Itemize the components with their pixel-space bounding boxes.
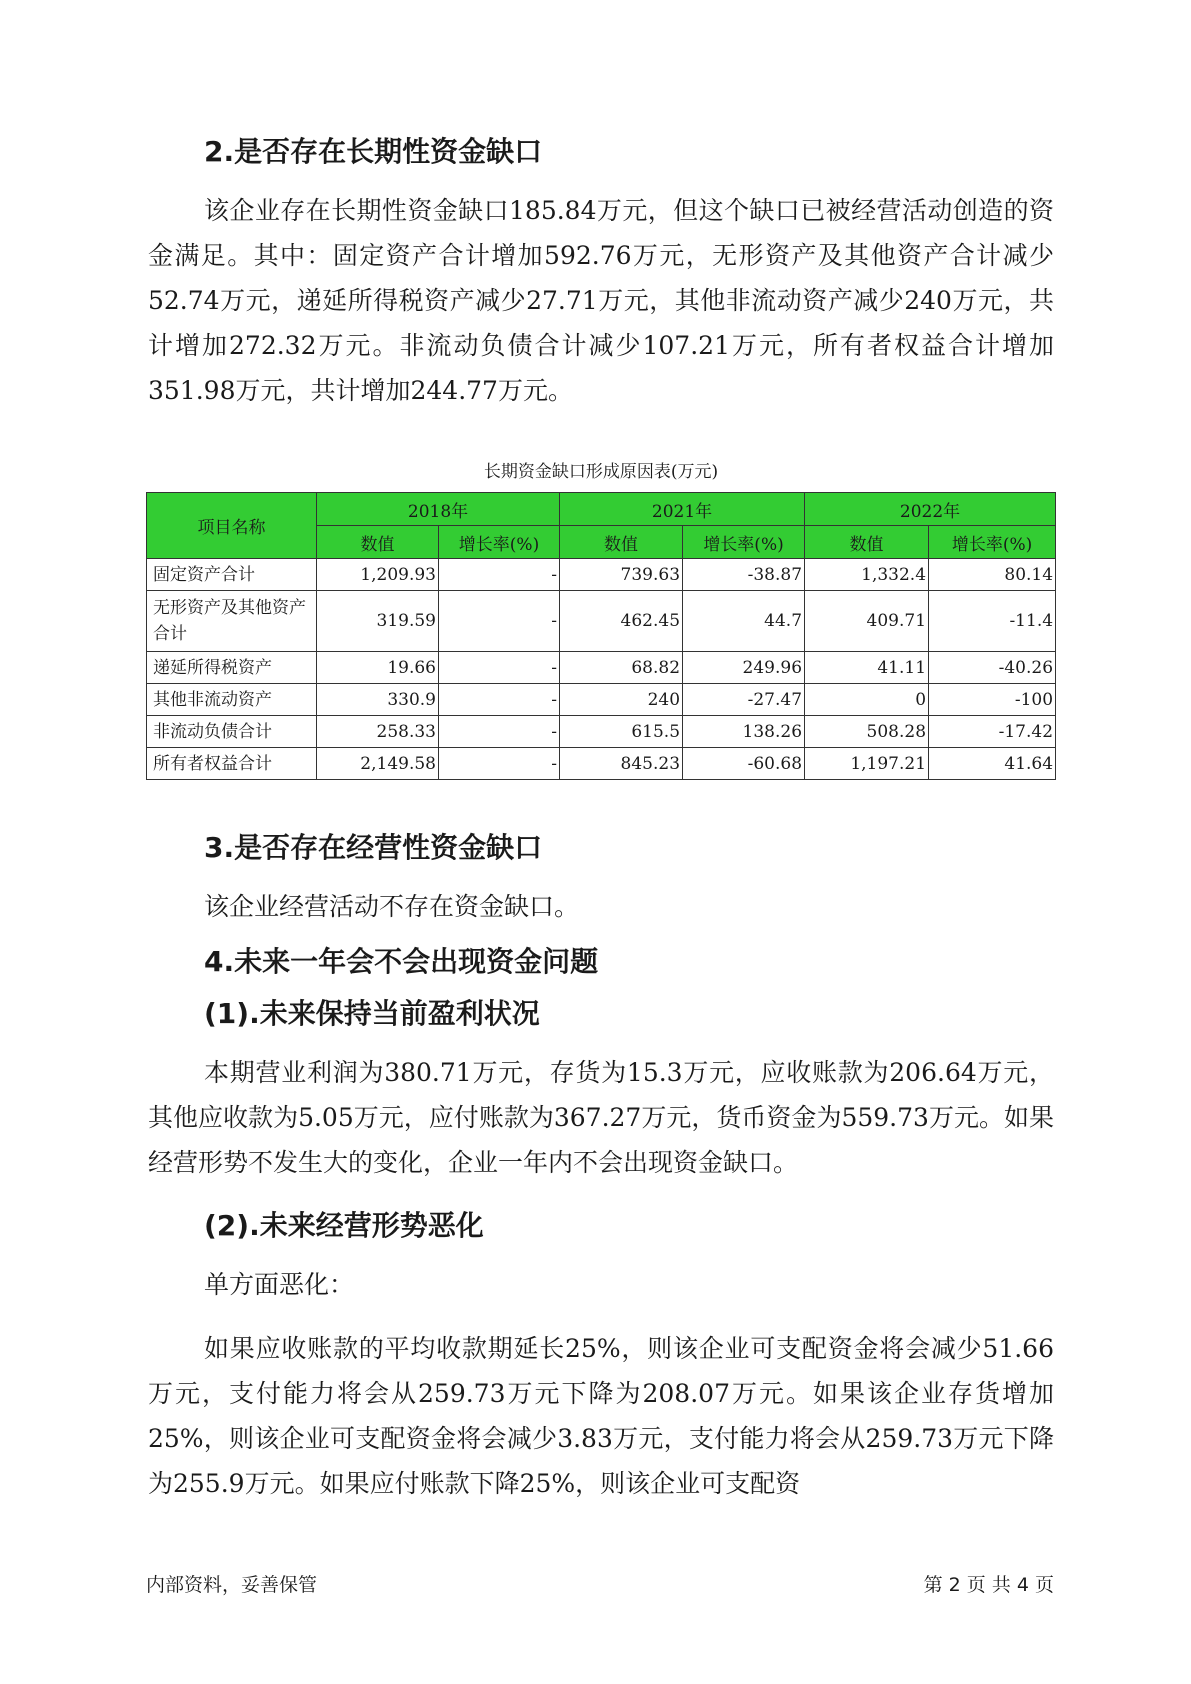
value-2018: 2,149.58 — [317, 748, 439, 780]
row-name: 所有者权益合计 — [147, 748, 317, 780]
value-2018: 330.9 — [317, 684, 439, 716]
growth-2018: - — [439, 559, 560, 591]
section-4-sub2-intro: 单方面恶化： — [204, 1270, 355, 1299]
table-row — [147, 748, 1056, 780]
header-item-name: 项目名称 — [147, 493, 317, 559]
section-2-paragraph: 该企业存在长期性资金缺口185.84万元，但这个缺口已被经营活动创造的资金满足。其中：固定资产合计增加592.76万元，无形资产及其他资产合计减少52.74万元，递延所得税资产减少27.71万元，其他非流动资产减少240万元，共计增加272.32万元。非流动负债合计减少107.21万元，所有者权益合计增加351.98万元，共计增加244.77万元。 — [148, 196, 1054, 405]
section-4-sub1-paragraph: 本期营业利润为380.71万元，存货为15.3万元，应收账款为206.64万元，其他应收款为5.05万元，应付账款为367.27万元，货币资金为559.73万元。如果经营形势不发生大的变化，企业一年内不会出现资金缺口。 — [148, 1058, 1054, 1177]
value-2022: 409.71 — [805, 591, 929, 652]
header-growth: 增长率(%) — [439, 526, 560, 559]
growth-2018: - — [439, 652, 560, 684]
row-name: 其他非流动资产 — [147, 684, 317, 716]
section-3-heading: 3.是否存在经营性资金缺口 — [204, 831, 543, 864]
section-4-sub2-paragraph: 如果应收账款的平均收款期延长25%，则该企业可支配资金将会减少51.66万元，支付能力将会从259.73万元下降为208.07万元。如果该企业存货增加25%，则该企业可支配资金将会减少3.83万元，支付能力将会从259.73万元下降为255.9万元。如果应付账款下降25%，则该企业可支配资 — [148, 1334, 1054, 1498]
row-name: 非流动负债合计 — [147, 716, 317, 748]
header-year-2021: 2021年 — [560, 493, 805, 526]
growth-2021: 44.7 — [683, 591, 805, 652]
table-row — [147, 591, 1056, 652]
value-2021: 615.5 — [560, 716, 683, 748]
growth-2018: - — [439, 716, 560, 748]
value-2021: 240 — [560, 684, 683, 716]
row-name: 无形资产及其他资产合计 — [147, 591, 317, 652]
row-name: 递延所得税资产 — [147, 652, 317, 684]
value-2018: 258.33 — [317, 716, 439, 748]
table-row — [147, 652, 1056, 684]
growth-2021: -27.47 — [683, 684, 805, 716]
value-2022: 1,332.4 — [805, 559, 929, 591]
long-term-funding-gap-table — [146, 492, 1056, 780]
value-2022: 41.11 — [805, 652, 929, 684]
table-row — [147, 684, 1056, 716]
growth-2021: 138.26 — [683, 716, 805, 748]
growth-2018: - — [439, 591, 560, 652]
growth-2018: - — [439, 684, 560, 716]
value-2021: 462.45 — [560, 591, 683, 652]
section-3-paragraph: 该企业经营活动不存在资金缺口。 — [204, 892, 580, 921]
value-2018: 1,209.93 — [317, 559, 439, 591]
header-growth: 增长率(%) — [683, 526, 805, 559]
section-4-heading: 4.未来一年会不会出现资金问题 — [204, 945, 599, 978]
growth-2021: 249.96 — [683, 652, 805, 684]
value-2021: 845.23 — [560, 748, 683, 780]
section-4-sub2-heading: (2).未来经营形势恶化 — [204, 1209, 484, 1242]
header-value: 数值 — [805, 526, 929, 559]
table-row — [147, 716, 1056, 748]
section-4-sub1-heading: (1).未来保持当前盈利状况 — [204, 997, 540, 1030]
header-growth: 增长率(%) — [929, 526, 1056, 559]
value-2021: 739.63 — [560, 559, 683, 591]
growth-2022: -11.4 — [929, 591, 1056, 652]
growth-2018: - — [439, 748, 560, 780]
footer-confidential-note: 内部资料，妥善保管 — [146, 1574, 318, 1596]
growth-2021: -60.68 — [683, 748, 805, 780]
value-2018: 19.66 — [317, 652, 439, 684]
header-value: 数值 — [560, 526, 683, 559]
growth-2022: -100 — [929, 684, 1056, 716]
header-value: 数值 — [317, 526, 439, 559]
table-row — [147, 559, 1056, 591]
section-2-heading: 2.是否存在长期性资金缺口 — [204, 135, 543, 168]
value-2022: 1,197.21 — [805, 748, 929, 780]
growth-2022: -40.26 — [929, 652, 1056, 684]
value-2018: 319.59 — [317, 591, 439, 652]
growth-2021: -38.87 — [683, 559, 805, 591]
header-year-2018: 2018年 — [317, 493, 560, 526]
header-year-2022: 2022年 — [805, 493, 1056, 526]
value-2021: 68.82 — [560, 652, 683, 684]
table-caption: 长期资金缺口形成原因表(万元) — [483, 462, 719, 482]
growth-2022: 41.64 — [929, 748, 1056, 780]
row-name: 固定资产合计 — [147, 559, 317, 591]
value-2022: 508.28 — [805, 716, 929, 748]
value-2022: 0 — [805, 684, 929, 716]
growth-2022: -17.42 — [929, 716, 1056, 748]
growth-2022: 80.14 — [929, 559, 1056, 591]
footer-page-number: 第 2 页 共 4 页 — [923, 1574, 1054, 1596]
